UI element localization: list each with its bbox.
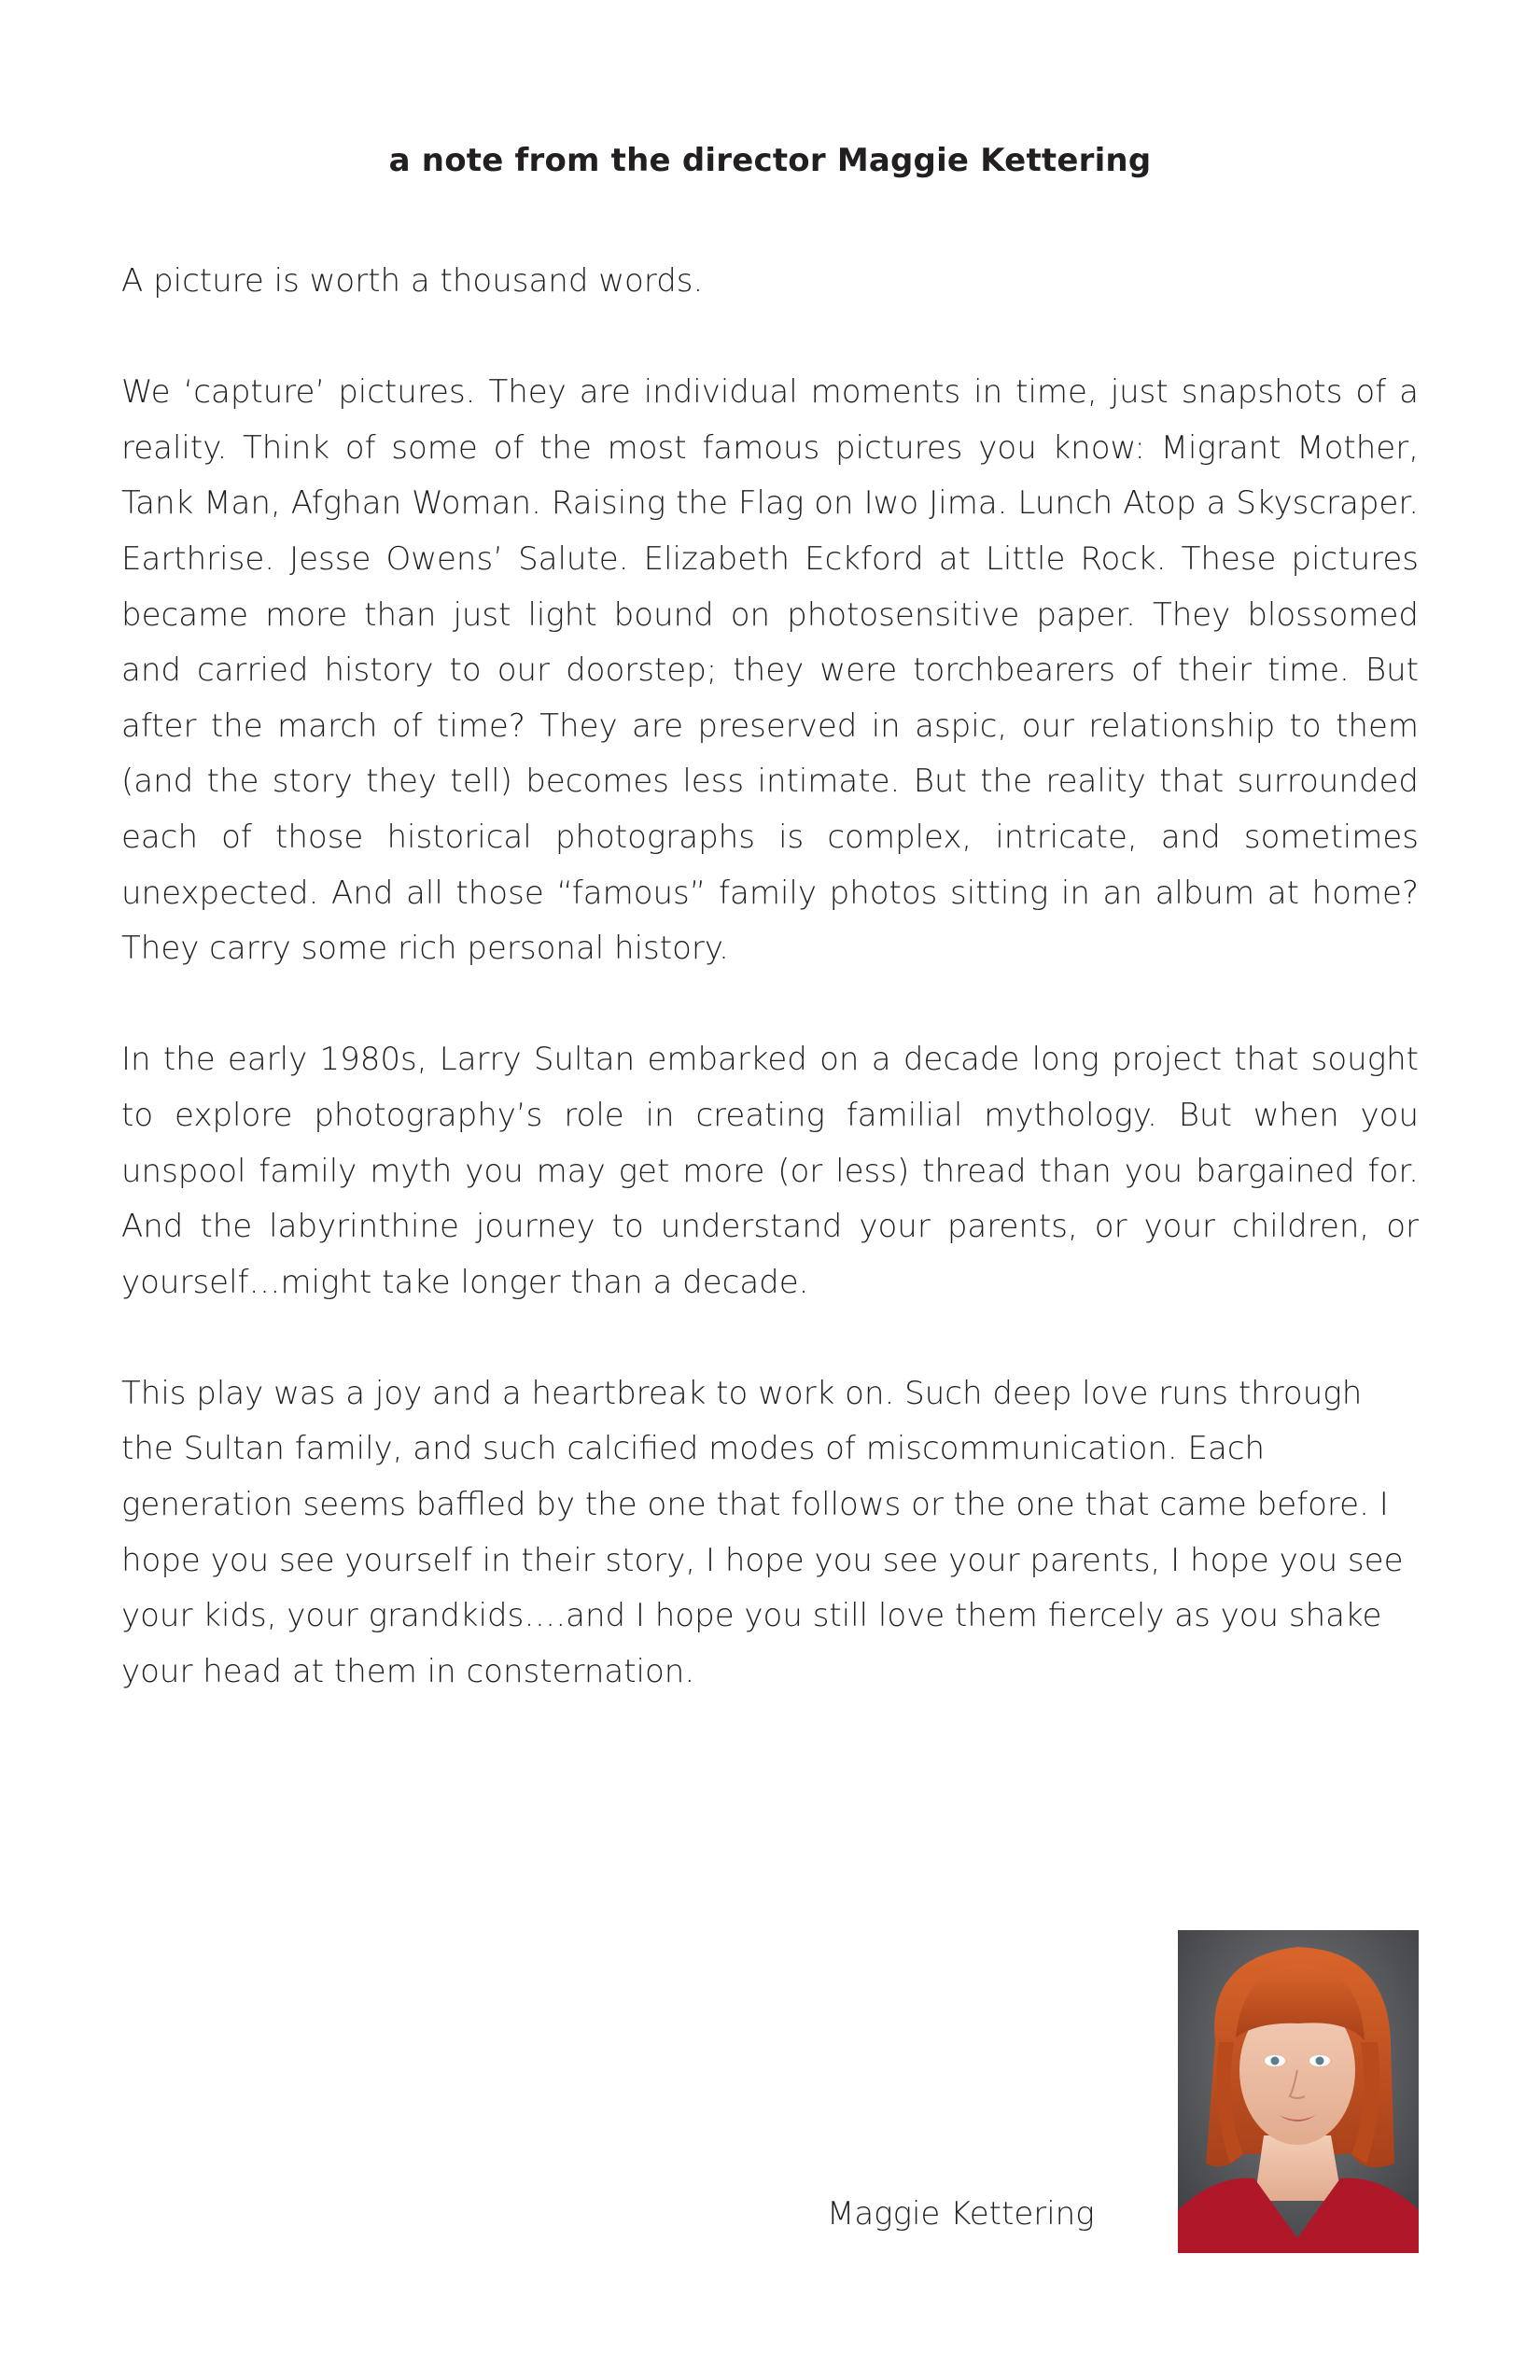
paragraph-larry-sultan: In the early 1980s, Larry Sultan embarked on a decade long project that sought to explore photography’s role in creating familial mythology. But when you unspool family myth you may get more (or less) thread than you bargained for. And the labyrinthine journey to understand your parents, or your children, or yourself…might take longer than a decade. <box>121 1041 1419 1301</box>
paragraph-pictures: We ‘capture’ pictures. They are individual moments in time, just snapshots of a reality. Think of some of the most famous pictures you know: Migrant Mother, Tank Man, Afghan Woman. Raising the Flag on Iwo Jima. Lunch Atop a Skyscraper. Earthrise. Jesse Owens’ Salute. Elizabeth Eckford at Little Rock. These pictures became more than just light bound on photosensitive paper. They blossomed and carried history to our doorstep; they were torchbearers of their time. But after the march of time? They are preserved in aspic, our relationship to them (and the story they tell) becomes less intimate. But the reality that surrounded each of those historical photographs is complex, intricate, and sometimes unexpected. And all those “famous” family photos sitting in an album at home? They carry some rich personal history. <box>121 373 1419 968</box>
paragraph-intro: A picture is worth a thousand words. <box>121 262 704 300</box>
director-note-body <box>121 254 1419 1756</box>
director-portrait-photo <box>1178 1930 1419 2253</box>
signature: Maggie Kettering <box>827 2195 1095 2233</box>
portrait-illustration <box>1178 1930 1419 2253</box>
paragraph-play: This play was a joy and a heartbreak to work on. Such deep love runs through the Sultan family, and such calcified modes of miscommunication. Each generation seems baffled by the one that follows or the one that came before. I hope you see yourself in their story, I hope you see your parents, I hope you see your kids, your grandkids….and I hope you still love them fiercely as you shake your head at them in consternation. <box>121 1374 1404 1690</box>
page-title: a note from the director Maggie Kettering <box>388 142 1152 179</box>
